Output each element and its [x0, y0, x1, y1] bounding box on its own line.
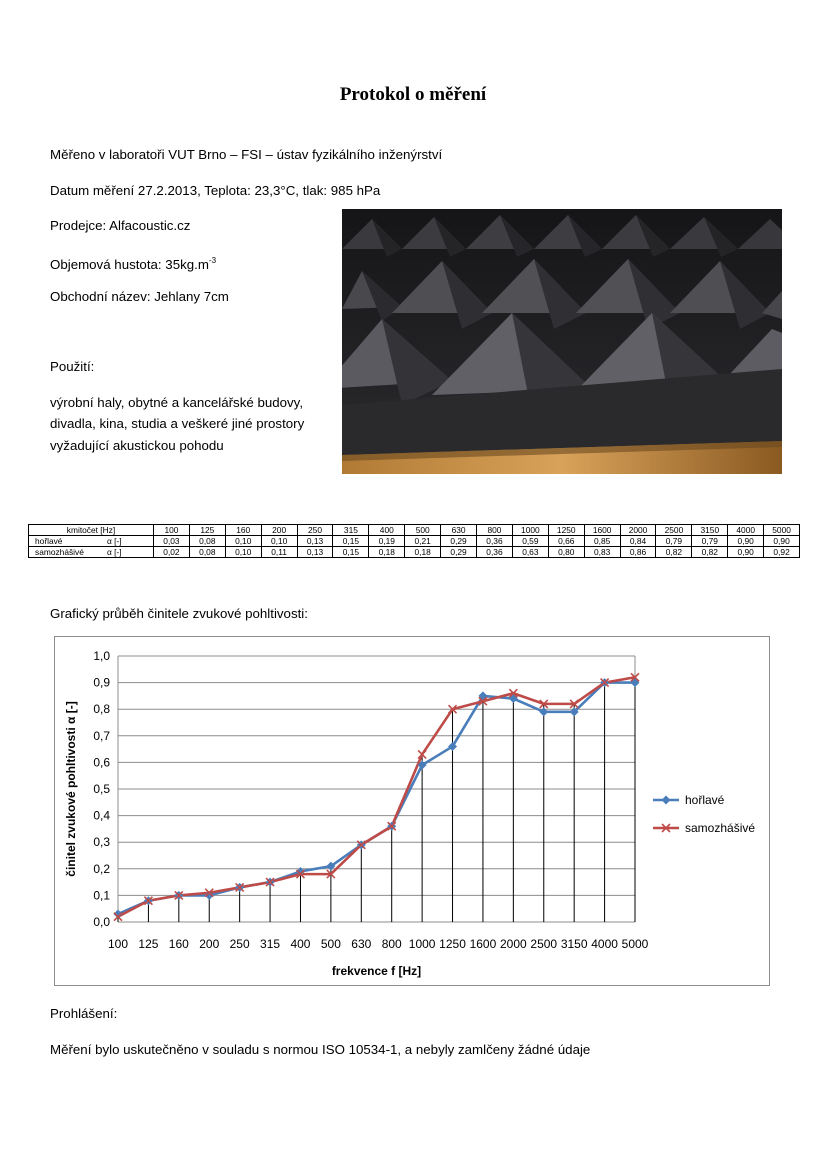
- x-tick-label: 100: [107, 937, 129, 951]
- usage-line: divadla, kina, studia a veškeré jiné prostory: [50, 416, 305, 431]
- frequency-cell: 4000: [728, 525, 764, 536]
- frequency-cell: 160: [225, 525, 261, 536]
- y-tick-label: 0,1: [93, 888, 110, 903]
- value-cell: 0,15: [333, 536, 369, 547]
- value-cell: 0,21: [405, 536, 441, 547]
- value-cell: 0,92: [764, 547, 800, 558]
- table-row: [29, 536, 800, 547]
- frequency-cell: 630: [441, 525, 477, 536]
- x-tick-label: 1600: [469, 937, 497, 951]
- table-row: [29, 547, 800, 558]
- measurement-date: Datum měření 27.2.2013, Teplota: 23,3°C, tlak: 985 hPa: [50, 183, 381, 198]
- usage-line: vyžadující akustickou pohodu: [50, 438, 224, 453]
- frequency-cell: 315: [333, 525, 369, 536]
- value-cell: 0,79: [656, 536, 692, 547]
- value-cell: 0,66: [548, 536, 584, 547]
- frequency-cell: 5000: [764, 525, 800, 536]
- usage-heading: Použití:: [50, 359, 95, 374]
- absorption-chart: [54, 636, 770, 986]
- value-cell: 0,29: [441, 547, 477, 558]
- x-tick-label: 2500: [530, 937, 558, 951]
- foam-pyramids-photo: [342, 209, 782, 474]
- x-tick-label: 4000: [591, 937, 618, 951]
- x-tick-label: 500: [320, 937, 341, 951]
- value-cell: 0,11: [261, 547, 297, 558]
- y-tick-label: 0,5: [93, 782, 110, 796]
- value-cell: 0,10: [225, 536, 261, 547]
- row-name: hořlavé: [35, 536, 63, 546]
- frequency-cell: 200: [261, 525, 297, 536]
- series-line-2: [118, 677, 635, 916]
- value-cell: 0,85: [584, 536, 620, 547]
- legend-label: samozhášivé: [685, 821, 756, 835]
- x-tick-label: 400: [290, 937, 311, 951]
- x-tick-label: 2000: [500, 937, 527, 951]
- value-cell: 0,86: [620, 547, 656, 558]
- lab-info: Měřeno v laboratoři VUT Brno – FSI – ústav fyzikálního inženýrství: [50, 147, 443, 162]
- foam-photo-illustration: [342, 209, 782, 474]
- value-cell: 0,82: [656, 547, 692, 558]
- chart-heading: Grafický průběh činitele zvukové pohltivosti:: [50, 606, 308, 621]
- frequency-cell: 2500: [656, 525, 692, 536]
- table-header-row: [29, 525, 800, 536]
- declaration-text: Měření bylo uskutečněno v souladu s normou ISO 10534-1, a nebyly zamlčeny žádné údaje: [50, 1042, 591, 1057]
- series-line-1: [118, 683, 635, 914]
- y-tick-label: 0,4: [93, 808, 110, 823]
- value-cell: 0,13: [297, 536, 333, 547]
- y-tick-label: 0,3: [93, 835, 110, 850]
- value-cell: 0,90: [728, 536, 764, 547]
- y-tick-label: 0,8: [93, 702, 110, 717]
- x-tick-label: 200: [199, 937, 220, 951]
- value-cell: 0,36: [477, 547, 513, 558]
- x-tick-label: 1000: [408, 937, 436, 951]
- value-cell: 0,10: [261, 536, 297, 547]
- legend-marker: [662, 796, 671, 805]
- row-name: samozhášivé: [35, 547, 84, 557]
- row-unit: α [-]: [107, 547, 122, 557]
- y-tick-label: 0,0: [93, 915, 110, 929]
- frequency-cell: 125: [189, 525, 225, 536]
- value-cell: 0,29: [441, 536, 477, 547]
- value-cell: 0,13: [297, 547, 333, 558]
- frequency-cell: 100: [154, 525, 190, 536]
- value-cell: 0,15: [333, 547, 369, 558]
- x-tick-label: 5000: [621, 937, 649, 951]
- y-tick-label: 0,6: [93, 755, 110, 770]
- value-cell: 0,83: [584, 547, 620, 558]
- value-cell: 0,80: [548, 547, 584, 558]
- density-info: [50, 252, 216, 274]
- absorption-chart-svg: [55, 637, 771, 987]
- value-cell: 0,08: [189, 536, 225, 547]
- declaration-heading: Prohlášení:: [50, 1006, 118, 1021]
- x-tick-label: 250: [229, 937, 250, 951]
- value-cell: 0,03: [154, 536, 190, 547]
- value-cell: 0,36: [477, 536, 513, 547]
- x-tick-label: 630: [351, 937, 372, 951]
- value-cell: 0,63: [512, 547, 548, 558]
- value-cell: 0,79: [692, 536, 728, 547]
- value-cell: 0,10: [225, 547, 261, 558]
- x-tick-label: 3150: [560, 937, 588, 951]
- frequency-cell: 1000: [512, 525, 548, 536]
- y-axis-title: činitel zvukové pohltivosti α [-]: [64, 701, 78, 877]
- value-cell: 0,18: [405, 547, 441, 558]
- value-cell: 0,90: [764, 536, 800, 547]
- seller-info: Prodejce: Alfacoustic.cz: [50, 218, 191, 233]
- frequency-cell: 2000: [620, 525, 656, 536]
- y-tick-label: 0,9: [93, 675, 110, 690]
- value-cell: 0,19: [369, 536, 405, 547]
- frequency-cell: 500: [405, 525, 441, 536]
- page-title: Protokol o měření: [339, 84, 487, 105]
- legend-label: hořlavé: [685, 793, 725, 807]
- density-exponent: -3: [208, 256, 217, 265]
- x-tick-label: 125: [138, 937, 159, 951]
- x-axis-title: frekvence f [Hz]: [331, 964, 422, 978]
- value-cell: 0,02: [154, 547, 190, 558]
- x-tick-label: 315: [260, 937, 281, 951]
- x-tick-label: 160: [168, 937, 189, 951]
- value-cell: 0,84: [620, 536, 656, 547]
- frequency-cell: 800: [477, 525, 513, 536]
- value-cell: 0,59: [512, 536, 548, 547]
- frequency-cell: 400: [369, 525, 405, 536]
- value-cell: 0,18: [369, 547, 405, 558]
- row-label-cell: [29, 536, 154, 547]
- measurement-table: [28, 524, 800, 558]
- y-tick-label: 1,0: [93, 649, 110, 663]
- frequency-cell: 3150: [692, 525, 728, 536]
- frequency-cell: 1600: [584, 525, 620, 536]
- frequency-cell: 1250: [548, 525, 584, 536]
- value-cell: 0,82: [692, 547, 728, 558]
- row-unit: α [-]: [107, 536, 122, 546]
- value-cell: 0,08: [189, 547, 225, 558]
- y-tick-label: 0,7: [93, 728, 110, 743]
- x-tick-label: 800: [381, 937, 402, 951]
- header-label-cell: kmitočet [Hz]: [29, 525, 154, 536]
- density-text: Objemová hustota: 35kg.m: [50, 257, 209, 272]
- row-label-cell: [29, 547, 154, 558]
- y-tick-label: 0,2: [93, 861, 110, 876]
- trade-name: Obchodní název: Jehlany 7cm: [50, 289, 229, 304]
- x-tick-label: 1250: [439, 937, 466, 951]
- frequency-cell: 250: [297, 525, 333, 536]
- usage-line: výrobní haly, obytné a kancelářské budovy,: [50, 395, 304, 410]
- value-cell: 0,90: [728, 547, 764, 558]
